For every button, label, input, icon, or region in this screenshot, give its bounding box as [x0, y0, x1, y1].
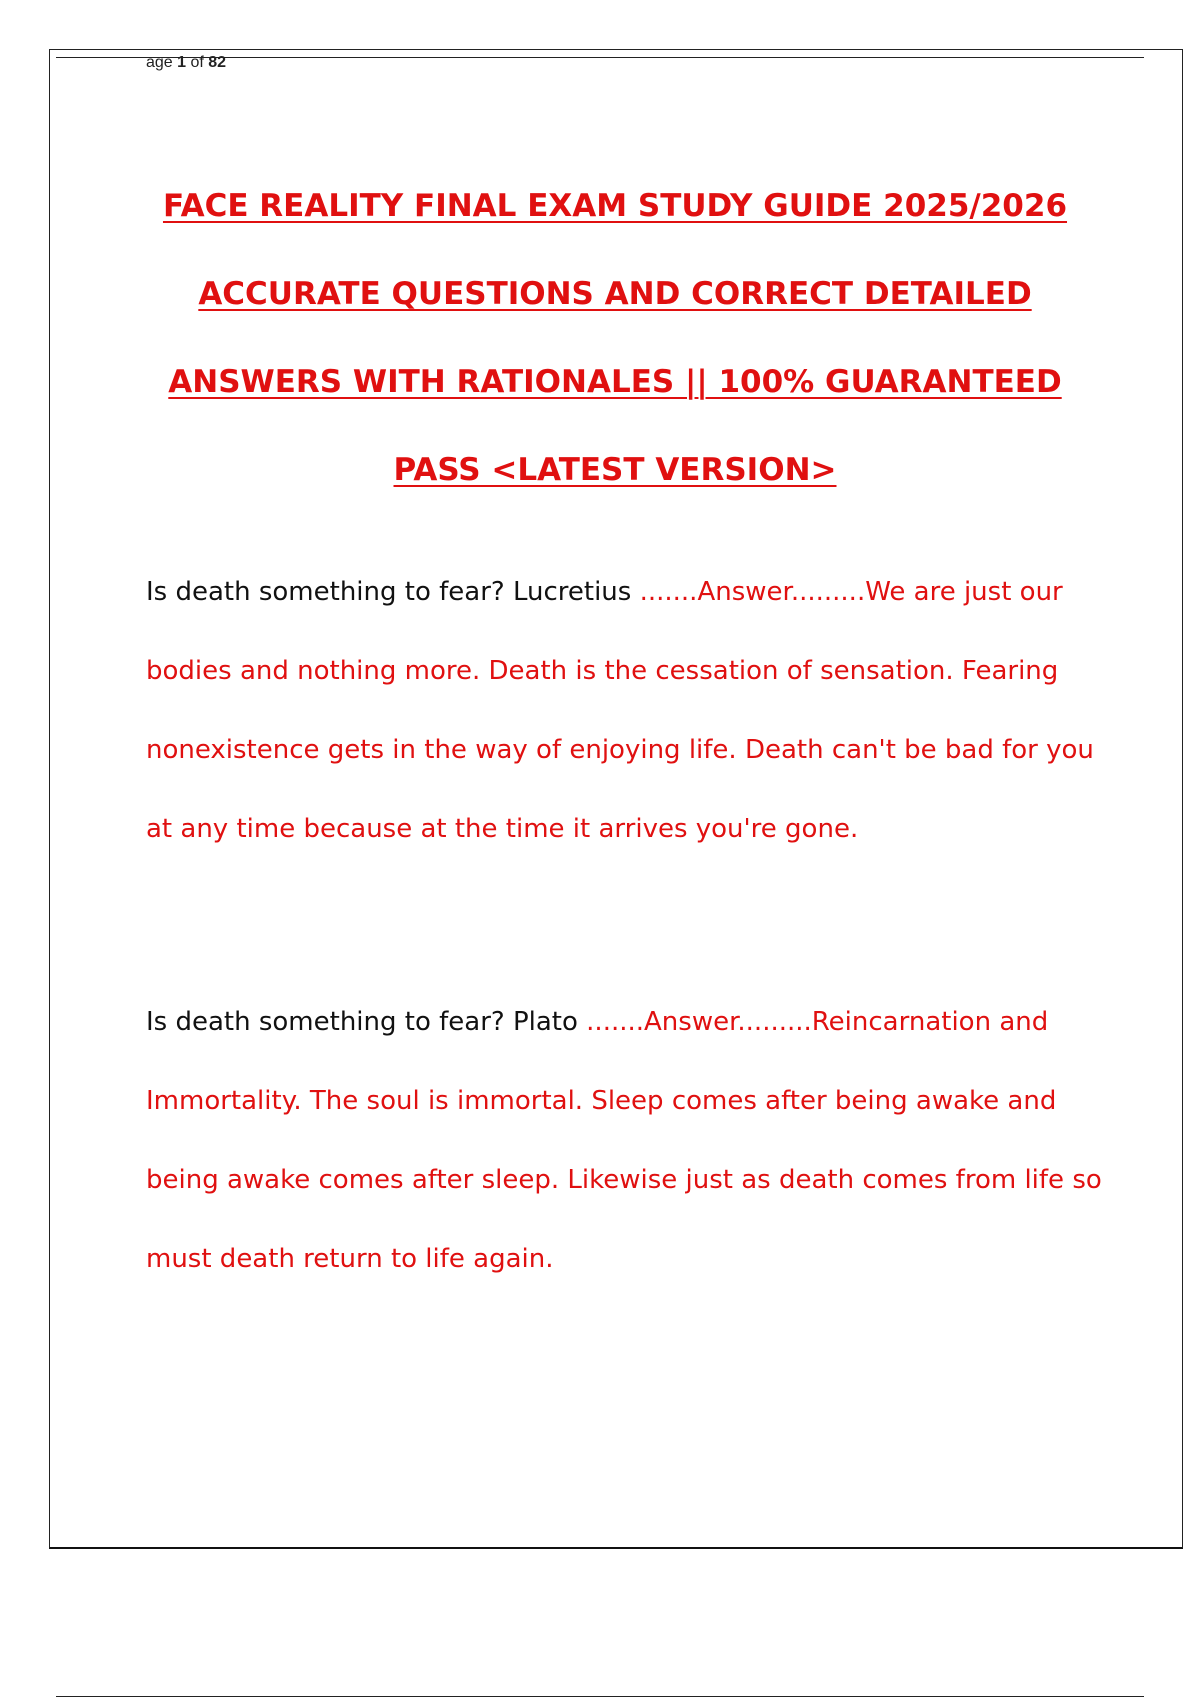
title-line: ACCURATE QUESTIONS AND CORRECT DETAILED	[198, 276, 1032, 312]
question-text: Is death something to fear? Plato	[146, 1007, 587, 1037]
answer-text: .......Answer.........We are just our bodies and nothing more. Death is the cessation of sensation. Fearing nonexistence gets in the way of enjoying life. Death can't be bad for you at any time because at the time it arrives you're gone.	[146, 577, 1094, 844]
question-text: Is death something to fear? Lucretius	[146, 577, 640, 607]
page-number: 1	[177, 54, 187, 71]
qa-item	[146, 983, 1106, 1299]
answer-text: .......Answer.........Reincarnation and Immortality. The soul is immortal. Sleep comes after being awake and being awake comes after sleep. Likewise just as death comes from life so must death return to life again.	[146, 1007, 1102, 1274]
title-line: ANSWERS WITH RATIONALES || 100% GUARANTEED	[168, 364, 1062, 400]
footer-rule	[56, 1696, 1144, 1697]
title-line: PASS <LATEST VERSION>	[393, 452, 837, 488]
page-number-header: age 1 of 82	[146, 54, 227, 71]
document-title	[100, 162, 1130, 514]
page-total: 82	[208, 54, 227, 71]
qa-item	[146, 553, 1106, 869]
title-line: FACE REALITY FINAL EXAM STUDY GUIDE 2025/2026	[162, 188, 1068, 224]
